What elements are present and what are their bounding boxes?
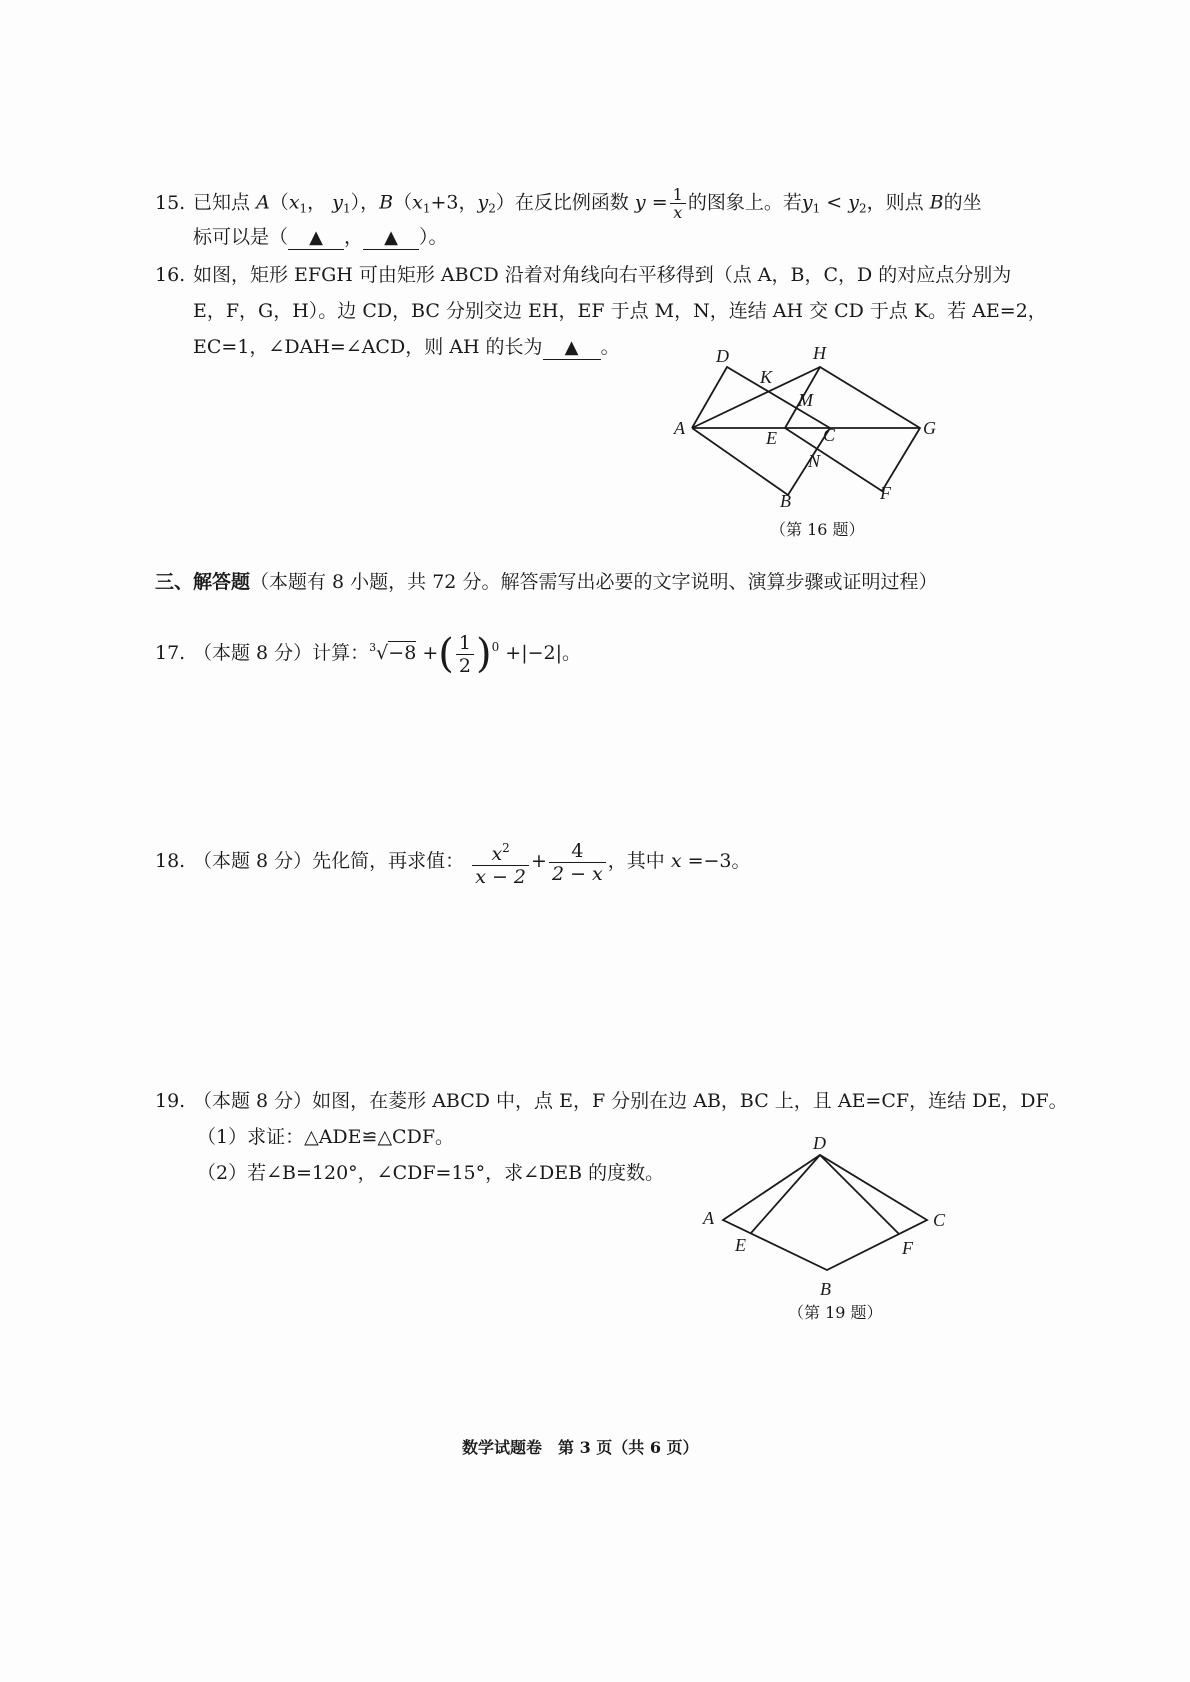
label-m: M [798, 390, 813, 410]
q15-fraction: $\frac{1}{x}$ [670, 186, 686, 221]
label-n: N [808, 451, 821, 471]
label-k: K [760, 367, 773, 387]
label-h: H [813, 343, 826, 363]
figure-16-caption: （第 16 题） [770, 520, 865, 539]
label-b: B [820, 1279, 831, 1299]
figure-19-caption: （第 19 题） [788, 1303, 883, 1322]
section-3-heading: 三、解答题（本题有 8 小题，共 72 分。解答需写出必要的文字说明、演算步骤或证明过程） [155, 571, 938, 593]
q17-line: 17. （本题 8 分）计算：$^3$√−8 +( $\frac{1}{2}$ )$^0$ +|−2|。 [155, 631, 582, 677]
label-d: D [716, 346, 729, 366]
rhombus-abcd [723, 1155, 927, 1270]
q18-number: 18. [155, 850, 186, 872]
q16-line-3: EC=1，∠DAH=∠ACD，则 AH 的长为 ▲ 。 [193, 336, 620, 358]
label-c: C [933, 1210, 946, 1230]
label-e: E [735, 1235, 746, 1255]
label-f: F [880, 483, 891, 503]
label-c: C [823, 425, 836, 445]
figure-19-diagram [695, 1130, 960, 1305]
answer-blank: ▲ [288, 226, 344, 250]
q19-line-1: 19. （本题 8 分）如图，在菱形 ABCD 中，点 E，F 分别在边 AB，BC 上，且 AE=CF，连结 DE，DF。 [155, 1090, 1068, 1112]
label-f: F [902, 1238, 913, 1258]
q19-part-2: （2）若∠B=120°，∠CDF=15°，求∠DEB 的度数。 [197, 1162, 665, 1184]
q15-number: 15. [155, 191, 186, 214]
q19-part-1: （1）求证：△ADE≌△CDF。 [197, 1126, 455, 1148]
label-e: E [766, 428, 777, 448]
q19-number: 19. [155, 1090, 186, 1112]
q18-fraction-2: $\frac{4}{2 - x}$ [549, 840, 606, 885]
figure-16-diagram [660, 340, 960, 515]
label-d: D [813, 1133, 826, 1153]
q16-line-1: 16. 如图，矩形 EFGH 可由矩形 ABCD 沿着对角线向右平移得到（点 A，B，C，D 的对应点分别为 [155, 264, 1012, 286]
segment-df [820, 1155, 899, 1234]
q15-line-2: 标可以是（ ▲ ， ▲ ）。 [193, 226, 448, 248]
q15-line-1: 15. 已知点 $A(x_1$， $y_1$），$B(x_1+3$，$y_2$）在反比例函数 y = $\frac{1}{x}$ 的图象上。若$y_1 < y_2$，则点 B的坐 [155, 185, 982, 222]
label-g: G [923, 418, 936, 438]
page-footer: 数学试题卷 第 3 页（共 6 页） [462, 1438, 699, 1457]
rectangle-efgh [785, 367, 920, 491]
answer-blank: ▲ [543, 336, 601, 360]
answer-blank: ▲ [363, 226, 419, 250]
q16-line-2: E，F，G，H）。边 CD，BC 分别交边 EH，EF 于点 M，N，连结 AH 交 CD 于点 K。若 AE=2， [193, 300, 1047, 322]
label-b: B [780, 491, 791, 511]
cube-root: $^3$√−8 [369, 641, 417, 664]
label-a: A [703, 1208, 714, 1228]
q18-fraction-1: $\frac{x^2}{x - 2}$ [472, 837, 529, 888]
q18-line: 18. （本题 8 分）先化简，再求值： $\frac{x^2}{x - 2}$ + $\frac{4}{2 - x}$ ，其中 x =−3。 [155, 836, 751, 888]
label-a: A [674, 418, 685, 438]
q16-number: 16. [155, 264, 186, 286]
q17-fraction: $\frac{1}{2}$ [456, 632, 474, 677]
q17-number: 17. [155, 642, 186, 664]
